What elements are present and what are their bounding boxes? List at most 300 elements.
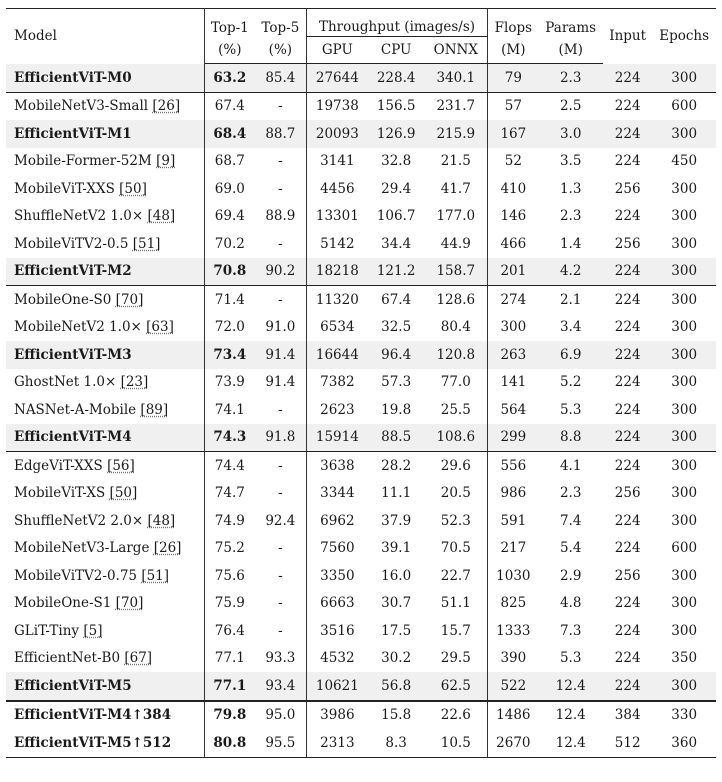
top1-cell: 70.8 [204, 258, 255, 286]
params-cell: 5.3 [559, 650, 582, 667]
epochs-cell: 330 [652, 701, 716, 730]
onnx-cell: 77.0 [424, 369, 488, 397]
input-cell: 256 [614, 235, 641, 252]
table-body [6, 64, 716, 758]
top1-cell: 67.4 [214, 98, 245, 115]
params-cell: 2.3 [538, 64, 603, 93]
flops-cell: 591 [500, 512, 527, 529]
citation-link[interactable]: [48] [147, 512, 176, 529]
model-name: MobileViTV2-0.5 [14, 235, 133, 252]
model-name-cell [6, 369, 204, 397]
epochs-cell: 300 [652, 258, 716, 286]
params-cell: 12.4 [538, 672, 603, 701]
table-row [6, 175, 716, 203]
onnx-cell: 10.5 [424, 729, 488, 757]
input-cell: 224 [603, 341, 652, 369]
flops-cell: 1030 [496, 567, 531, 584]
top5-cell: - [255, 480, 306, 508]
model-name-cell [6, 396, 204, 424]
flops-cell: 1333 [496, 622, 531, 639]
model-name-cell [6, 120, 204, 148]
epochs-cell: 300 [671, 208, 698, 225]
flops-cell: 1486 [488, 701, 539, 730]
cpu-cell: 228.4 [368, 64, 424, 93]
table-row [6, 645, 716, 673]
params-cell: 3.5 [559, 153, 582, 170]
epochs-cell: 600 [671, 540, 698, 557]
input-cell: 224 [614, 319, 641, 336]
gpu-cell: 16644 [306, 341, 368, 369]
gpu-cell: 13301 [315, 208, 359, 225]
input-cell: 224 [614, 291, 641, 308]
citation-link[interactable]: [48] [147, 208, 176, 225]
gpu-cell: 6663 [320, 595, 355, 612]
citation-link[interactable]: [56] [107, 457, 135, 474]
gpu-cell: 3344 [320, 485, 355, 502]
table-row [6, 617, 716, 645]
cpu-cell: 11.1 [381, 485, 412, 502]
flops-cell: 522 [488, 672, 539, 701]
gpu-cell: 19738 [315, 98, 359, 115]
flops-cell: 300 [500, 319, 527, 336]
header-params-unit: (M) [538, 37, 603, 64]
cpu-cell: 29.4 [381, 180, 412, 197]
flops-cell: 201 [488, 258, 539, 286]
model-name-cell [6, 617, 204, 645]
gpu-cell: 2313 [306, 729, 368, 757]
top5-cell: - [255, 396, 306, 424]
top1-cell: 74.9 [214, 512, 245, 529]
cpu-cell: 15.8 [368, 701, 424, 730]
model-name: EfficientViT-M0 [14, 69, 132, 86]
onnx-cell: 120.8 [424, 341, 488, 369]
input-cell: 224 [614, 457, 641, 474]
flops-cell: 52 [504, 153, 522, 170]
table-row [6, 341, 716, 369]
table-row [6, 230, 716, 258]
epochs-cell: 300 [671, 567, 698, 584]
table-row [6, 590, 716, 618]
params-cell: 7.4 [559, 512, 582, 529]
input-cell: 384 [603, 701, 652, 730]
params-cell: 2.1 [559, 291, 582, 308]
top1-cell: 77.1 [204, 672, 255, 701]
table-row [6, 314, 716, 342]
gpu-cell: 2623 [320, 401, 355, 418]
citation-link[interactable]: [26] [153, 540, 182, 557]
model-name: EfficientViT-M1 [14, 125, 132, 142]
top5-cell: - [255, 535, 306, 563]
params-cell: 3.0 [538, 120, 603, 148]
onnx-cell: 29.6 [424, 452, 488, 480]
flops-cell: 410 [500, 180, 527, 197]
model-name-cell [6, 424, 204, 452]
model-name-cell [6, 590, 204, 618]
params-cell: 3.4 [559, 319, 582, 336]
top1-cell: 77.1 [214, 650, 245, 667]
params-cell: 5.3 [559, 401, 582, 418]
cpu-cell: 30.2 [381, 650, 412, 667]
onnx-cell: 15.7 [424, 617, 488, 645]
epochs-cell: 450 [671, 153, 698, 170]
model-name: GhostNet 1.0× [14, 374, 121, 391]
table-row [6, 701, 716, 730]
epochs-cell: 300 [652, 424, 716, 452]
flops-cell: 825 [500, 595, 527, 612]
table-header [6, 9, 716, 64]
model-name-cell [6, 148, 204, 176]
input-cell: 224 [614, 650, 641, 667]
epochs-cell: 300 [671, 485, 698, 502]
top5-cell: 88.7 [255, 120, 306, 148]
input-cell: 224 [614, 595, 641, 612]
epochs-cell: 300 [652, 341, 716, 369]
flops-cell: 299 [488, 424, 539, 452]
model-name: GLiT-Tiny [14, 622, 84, 639]
citation-link[interactable]: [51] [132, 235, 161, 252]
header-cpu: CPU [368, 37, 424, 64]
table-row [6, 148, 716, 176]
top5-cell: - [255, 286, 306, 314]
params-cell: 4.8 [559, 595, 582, 612]
citation-link[interactable]: [70] [115, 291, 144, 308]
gpu-cell: 11320 [315, 291, 359, 308]
epochs-cell: 350 [671, 650, 698, 667]
input-cell: 224 [603, 64, 652, 93]
input-cell: 256 [614, 180, 641, 197]
cpu-cell: 57.3 [381, 374, 412, 391]
model-name: MobileOne-S1 [14, 595, 116, 612]
epochs-cell: 300 [671, 622, 698, 639]
model-name: EdgeViT-XXS [14, 457, 108, 474]
gpu-cell: 3516 [320, 622, 355, 639]
flops-cell: 57 [504, 98, 522, 115]
top1-cell: 70.2 [214, 235, 245, 252]
params-cell: 2.3 [559, 208, 582, 225]
top5-cell: 91.4 [255, 341, 306, 369]
top1-cell: 74.4 [214, 457, 245, 474]
epochs-cell: 300 [671, 401, 698, 418]
model-name: MobileNetV3-Large [14, 540, 154, 557]
cpu-cell: 32.8 [381, 153, 412, 170]
citation-link[interactable]: [50] [109, 485, 138, 502]
top1-cell: 76.4 [214, 622, 245, 639]
top5-cell: 95.0 [255, 701, 306, 730]
flops-cell: 141 [500, 374, 527, 391]
params-cell: 1.3 [559, 180, 582, 197]
gpu-cell: 4532 [320, 650, 355, 667]
table-row [6, 452, 716, 480]
params-cell: 12.4 [538, 701, 603, 730]
citation-link[interactable]: [70] [115, 595, 144, 612]
header-top1: Top-1 [204, 9, 255, 37]
params-cell: 4.2 [538, 258, 603, 286]
top1-cell: 69.0 [214, 180, 245, 197]
input-cell: 224 [614, 622, 641, 639]
model-name: MobileViTV2-0.75 [14, 567, 142, 584]
table-row [6, 203, 716, 231]
cpu-cell: 16.0 [381, 567, 412, 584]
gpu-cell: 3638 [320, 457, 355, 474]
flops-cell: 274 [500, 291, 527, 308]
header-flops: Flops [488, 9, 539, 37]
top5-cell: - [255, 562, 306, 590]
top1-cell: 74.7 [214, 485, 245, 502]
input-cell: 256 [614, 567, 641, 584]
citation-link[interactable]: [5] [83, 622, 103, 639]
cpu-cell: 37.9 [381, 512, 412, 529]
top1-cell: 79.8 [204, 701, 255, 730]
onnx-cell: 21.5 [424, 148, 488, 176]
epochs-cell: 300 [671, 180, 698, 197]
top5-cell: 85.4 [255, 64, 306, 93]
cpu-cell: 67.4 [381, 291, 412, 308]
epochs-cell: 300 [671, 235, 698, 252]
cpu-cell: 28.2 [381, 457, 412, 474]
citation-link[interactable]: [89] [140, 401, 169, 418]
input-cell: 224 [614, 401, 641, 418]
params-cell: 6.9 [538, 341, 603, 369]
top5-cell: 91.8 [255, 424, 306, 452]
onnx-cell: 51.1 [424, 590, 488, 618]
onnx-cell: 177.0 [424, 203, 488, 231]
epochs-cell: 300 [671, 319, 698, 336]
model-name: EfficientViT-M5↑512 [14, 734, 172, 751]
cpu-cell: 8.3 [368, 729, 424, 757]
onnx-cell: 62.5 [424, 672, 488, 701]
header-params: Params [538, 9, 603, 37]
model-name: MobileOne-S0 [14, 291, 116, 308]
table-row [6, 535, 716, 563]
params-cell: 5.4 [559, 540, 582, 557]
citation-link[interactable]: [67] [124, 650, 153, 667]
model-name: NASNet-A-Mobile [14, 401, 141, 418]
model-name-cell [6, 175, 204, 203]
model-name: MobileViT-XXS [14, 180, 120, 197]
table-row [6, 480, 716, 508]
results-table [6, 8, 716, 758]
top5-cell: - [255, 590, 306, 618]
onnx-cell: 22.6 [424, 701, 488, 730]
top5-cell: - [255, 452, 306, 480]
header-top1-unit: (%) [204, 37, 255, 64]
epochs-cell: 360 [652, 729, 716, 757]
epochs-cell: 300 [671, 457, 698, 474]
params-cell: 2.3 [559, 485, 582, 502]
top5-cell: 95.5 [255, 729, 306, 757]
onnx-cell: 158.7 [424, 258, 488, 286]
model-name-cell [6, 645, 204, 673]
params-cell: 4.1 [559, 457, 582, 474]
gpu-cell: 10621 [306, 672, 368, 701]
epochs-cell: 300 [652, 672, 716, 701]
table-row [6, 729, 716, 757]
header-onnx: ONNX [424, 37, 488, 64]
params-cell: 1.4 [559, 235, 582, 252]
cpu-cell: 106.7 [376, 208, 416, 225]
top5-cell: - [255, 175, 306, 203]
input-cell: 224 [614, 374, 641, 391]
epochs-cell: 300 [652, 64, 716, 93]
top5-cell: - [255, 92, 306, 120]
top1-cell: 68.7 [214, 153, 245, 170]
gpu-cell: 6962 [320, 512, 355, 529]
table-row [6, 369, 716, 397]
onnx-cell: 215.9 [424, 120, 488, 148]
top5-cell: 93.4 [255, 672, 306, 701]
top1-cell: 74.3 [204, 424, 255, 452]
gpu-cell: 4456 [320, 180, 355, 197]
input-cell: 224 [614, 540, 641, 557]
results-table-container [6, 8, 716, 758]
onnx-cell: 44.9 [424, 230, 488, 258]
citation-link[interactable]: [51] [141, 567, 170, 584]
onnx-cell: 128.6 [424, 286, 488, 314]
top5-cell: - [255, 617, 306, 645]
citation-link[interactable]: [23] [120, 374, 149, 391]
gpu-cell: 3986 [306, 701, 368, 730]
input-cell: 224 [603, 120, 652, 148]
input-cell: 512 [603, 729, 652, 757]
onnx-cell: 20.5 [424, 480, 488, 508]
input-cell: 224 [614, 512, 641, 529]
params-cell: 12.4 [538, 729, 603, 757]
model-name-cell [6, 314, 204, 342]
flops-cell: 146 [500, 208, 527, 225]
params-cell: 7.3 [559, 622, 582, 639]
table-row [6, 424, 716, 452]
cpu-cell: 88.5 [368, 424, 424, 452]
flops-cell: 556 [500, 457, 527, 474]
table-row [6, 258, 716, 286]
citation-link[interactable]: [50] [119, 180, 147, 197]
cpu-cell: 121.2 [368, 258, 424, 286]
table-row [6, 286, 716, 314]
input-cell: 224 [614, 208, 641, 225]
header-gpu: GPU [306, 37, 368, 64]
model-name-cell [6, 729, 204, 757]
model-name: EfficientNet-B0 [14, 650, 125, 667]
citation-link[interactable]: [9] [156, 153, 176, 170]
citation-link[interactable]: [26] [152, 98, 181, 115]
model-name-cell [6, 507, 204, 535]
top5-cell: 93.3 [255, 645, 306, 673]
flops-cell: 79 [488, 64, 539, 93]
gpu-cell: 7560 [320, 540, 355, 557]
flops-cell: 564 [500, 401, 527, 418]
gpu-cell: 6534 [320, 319, 355, 336]
cpu-cell: 56.8 [368, 672, 424, 701]
input-cell: 256 [614, 485, 641, 502]
onnx-cell: 108.6 [424, 424, 488, 452]
top1-cell: 71.4 [214, 291, 245, 308]
top1-cell: 75.6 [214, 567, 245, 584]
model-name-cell [6, 672, 204, 701]
header-epochs: Epochs [652, 9, 716, 64]
onnx-cell: 25.5 [424, 396, 488, 424]
onnx-cell: 340.1 [424, 64, 488, 93]
top1-cell: 73.9 [214, 374, 245, 391]
model-name-cell [6, 286, 204, 314]
input-cell: 224 [603, 672, 652, 701]
top1-cell: 63.2 [204, 64, 255, 93]
params-cell: 5.2 [559, 374, 582, 391]
model-name-cell [6, 535, 204, 563]
model-name-cell [6, 258, 204, 286]
onnx-cell: 231.7 [424, 92, 488, 120]
top5-cell: 91.4 [255, 369, 306, 397]
gpu-cell: 15914 [306, 424, 368, 452]
top5-cell: 91.0 [255, 314, 306, 342]
model-name: EfficientViT-M3 [14, 346, 132, 363]
model-name: EfficientViT-M4↑384 [14, 707, 172, 724]
table-row [6, 92, 716, 120]
gpu-cell: 27644 [306, 64, 368, 93]
top1-cell: 75.9 [214, 595, 245, 612]
epochs-cell: 600 [671, 98, 698, 115]
citation-link[interactable]: [63] [146, 319, 174, 336]
params-cell: 2.9 [559, 567, 582, 584]
header-input: Input [603, 9, 652, 64]
onnx-cell: 52.3 [424, 507, 488, 535]
top1-cell: 80.8 [204, 729, 255, 757]
header-flops-unit: (M) [488, 37, 539, 64]
cpu-cell: 156.5 [376, 98, 416, 115]
header-model: Model [6, 9, 204, 64]
onnx-cell: 80.4 [424, 314, 488, 342]
model-name-cell [6, 562, 204, 590]
model-name: EfficientViT-M2 [14, 263, 132, 280]
onnx-cell: 22.7 [424, 562, 488, 590]
model-name-cell [6, 341, 204, 369]
epochs-cell: 300 [671, 291, 698, 308]
model-name: EfficientViT-M4 [14, 429, 132, 446]
top1-cell: 73.4 [204, 341, 255, 369]
cpu-cell: 96.4 [368, 341, 424, 369]
top1-cell: 75.2 [214, 540, 245, 557]
flops-cell: 167 [488, 120, 539, 148]
top5-cell: 92.4 [255, 507, 306, 535]
model-name: MobileNetV3-Small [14, 98, 153, 115]
top5-cell: - [255, 230, 306, 258]
onnx-cell: 41.7 [424, 175, 488, 203]
model-name-cell [6, 64, 204, 93]
table-row [6, 64, 716, 93]
top1-cell: 74.1 [214, 401, 245, 418]
table-row [6, 120, 716, 148]
model-name-cell [6, 480, 204, 508]
model-name-cell [6, 452, 204, 480]
top1-cell: 69.4 [214, 208, 245, 225]
model-name: EfficientViT-M5 [14, 677, 132, 694]
flops-cell: 217 [500, 540, 527, 557]
top1-cell: 68.4 [204, 120, 255, 148]
input-cell: 224 [603, 424, 652, 452]
gpu-cell: 5142 [320, 235, 355, 252]
input-cell: 224 [614, 98, 641, 115]
onnx-cell: 70.5 [424, 535, 488, 563]
header-top5-unit: (%) [255, 37, 306, 64]
model-name-cell [6, 230, 204, 258]
top1-cell: 72.0 [214, 319, 245, 336]
cpu-cell: 17.5 [381, 622, 412, 639]
model-name: Mobile-Former-52M [14, 153, 157, 170]
model-name: ShuffleNetV2 1.0× [14, 208, 148, 225]
epochs-cell: 300 [671, 512, 698, 529]
table-row [6, 672, 716, 701]
input-cell: 224 [603, 258, 652, 286]
cpu-cell: 19.8 [381, 401, 412, 418]
